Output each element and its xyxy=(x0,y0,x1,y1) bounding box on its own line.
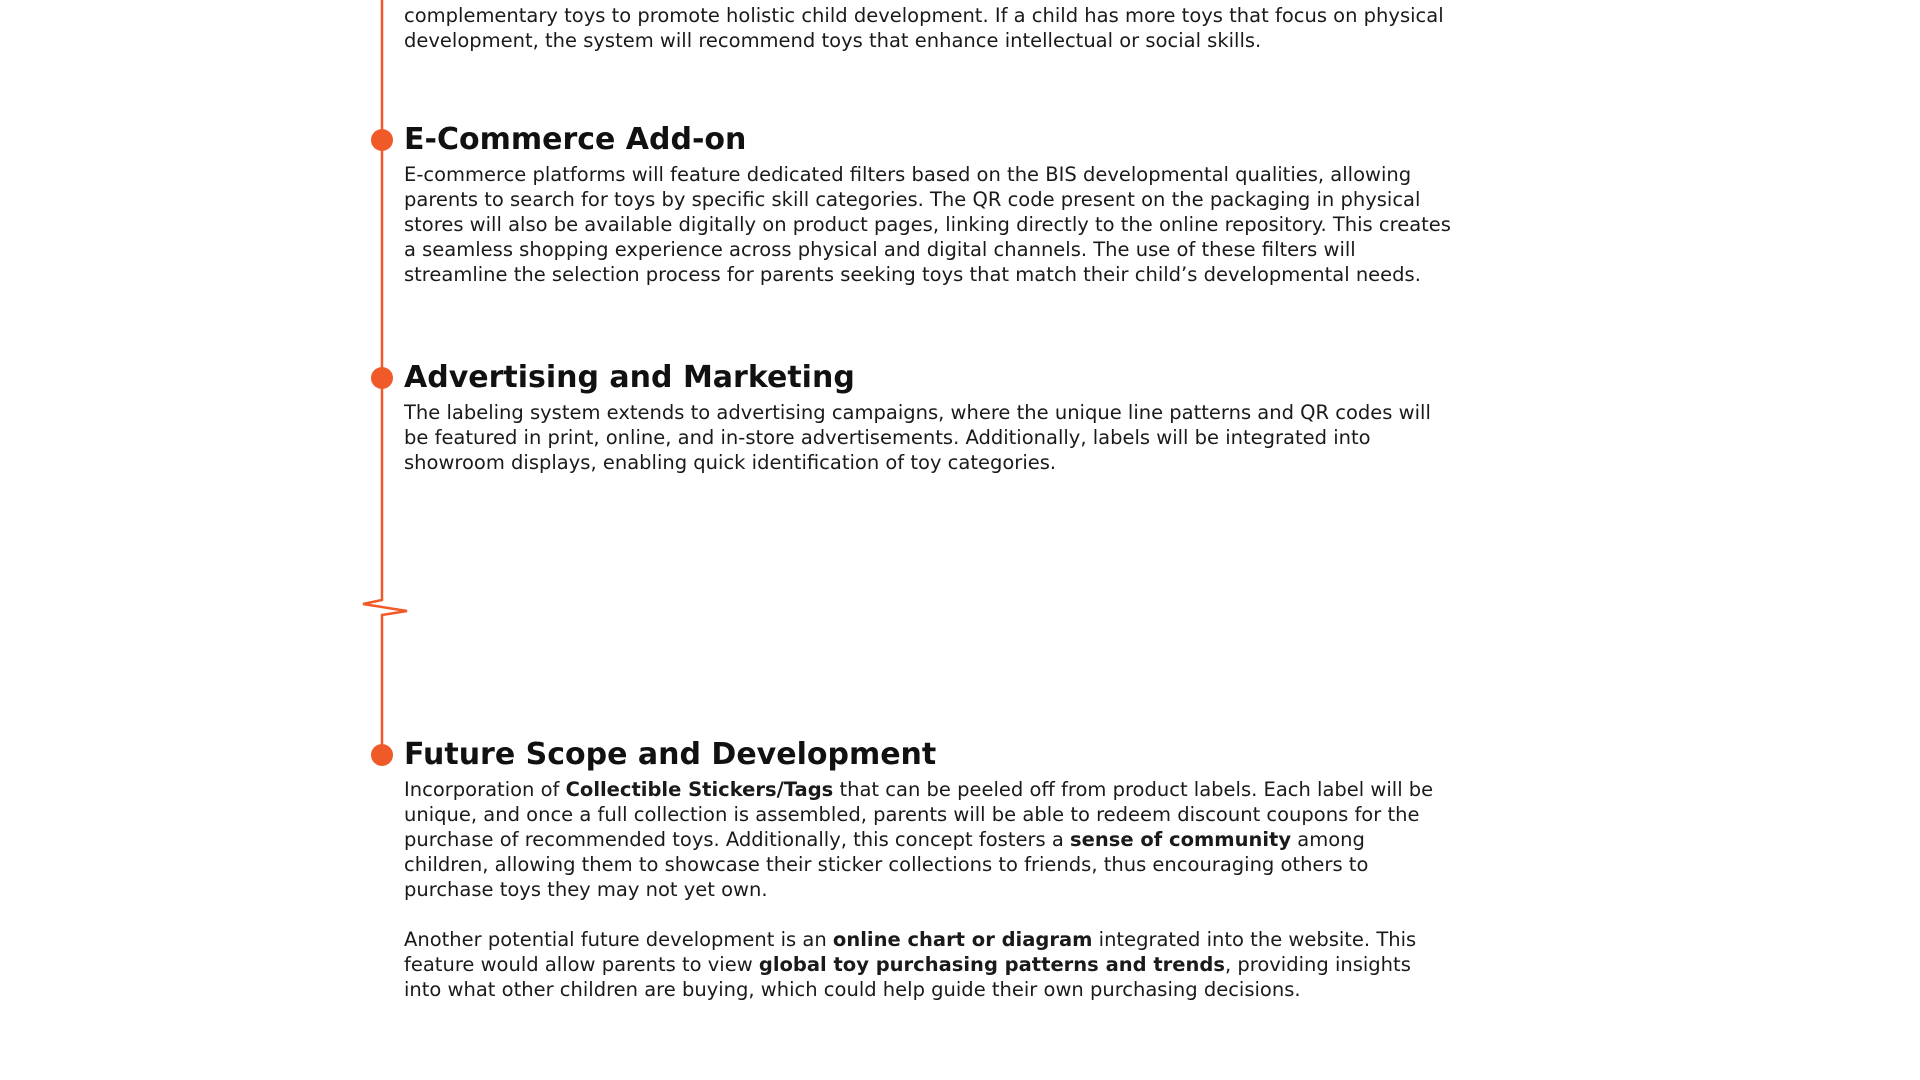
future-p1-bold-1: Collectible Stickers/Tags xyxy=(565,778,834,801)
advertising-body: The labeling system extends to advertising campaigns, where the unique line patterns and QR codes will be featured in print, online, and in-store advertisements. Additionally, labels will be integrated into showroom displays, enabling quick identification of toy categories. xyxy=(404,401,1431,474)
paragraph-gap xyxy=(404,902,1454,927)
ecommerce-section xyxy=(404,122,1454,287)
intro-text: complementary toys to promote holistic child development. If a child has more toys that focus on physical development, the system will recommend toys that enhance intellectual or social skills. xyxy=(404,4,1444,52)
timeline-dot-advertising xyxy=(371,367,393,389)
ecommerce-heading: E-Commerce Add-on xyxy=(404,122,747,157)
ecommerce-body: E-commerce platforms will feature dedicated filters based on the BIS developmental qualities, allowing parents to search for toys by specific skill categories. The QR code present on the packaging in physical stores will also be available digitally on product pages, linking directly to the online repository. This creates a seamless shopping experience across physical and digital channels. The use of these filters will streamline the selection process for parents seeking toys that match their child’s developmental needs. xyxy=(404,163,1451,286)
advertising-heading: Advertising and Marketing xyxy=(404,360,855,395)
future-p1-bold-2: sense of community xyxy=(1070,828,1292,851)
future-p2-bold-2: global toy purchasing patterns and trends xyxy=(758,953,1225,976)
future-p2-text-2: integrated into the website. This feature would allow parents to view xyxy=(404,928,1417,976)
future-p2-bold-1: online chart or diagram xyxy=(832,928,1093,951)
intro-section xyxy=(404,3,1454,53)
future-paragraph-1 xyxy=(404,777,1454,902)
timeline-dot-future xyxy=(371,744,393,766)
advertising-section xyxy=(404,360,1454,475)
timeline-dot-ecommerce xyxy=(371,129,393,151)
future-paragraph-2 xyxy=(404,927,1454,1002)
future-p2-text-3: , providing insights into what other children are buying, which could help guide their own purchasing decisions. xyxy=(404,953,1411,1001)
future-heading: Future Scope and Development xyxy=(404,737,937,772)
future-p1-text-2: that can be peeled off from product labels. Each label will be unique, and once a full collection is assembled, parents will be able to redeem discount coupons for the purchase of recommended toys. Additionally, this concept fosters a xyxy=(404,778,1434,851)
timeline-line-top xyxy=(363,0,407,760)
future-section xyxy=(404,737,1454,1002)
future-p1-text-1: Incorporation of xyxy=(404,778,566,801)
future-p1-text-3: among children, allowing them to showcase their sticker collections to friends, thus encouraging others to purchase toys they may not yet own. xyxy=(404,828,1369,901)
future-p2-text-1: Another potential future development is an xyxy=(404,928,833,951)
